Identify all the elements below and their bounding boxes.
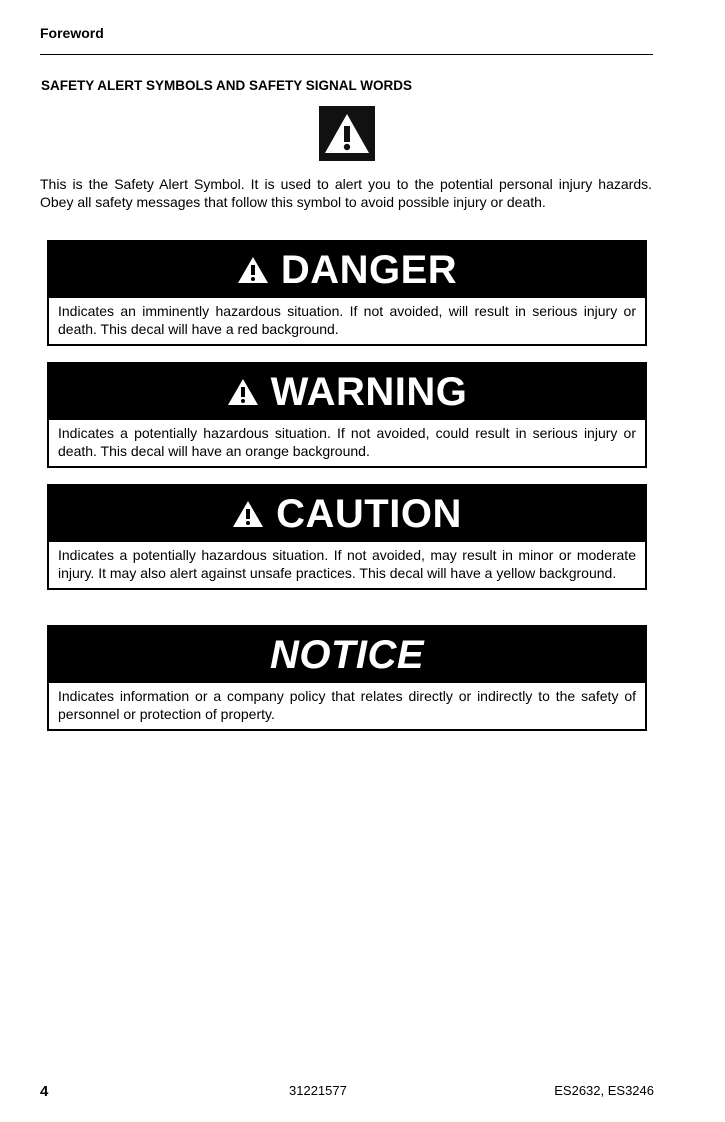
danger-header [49, 242, 645, 298]
document-number: 31221577 [289, 1083, 347, 1098]
signal-word-caution: CAUTION [276, 492, 462, 536]
warning-triangle-icon [227, 378, 259, 406]
danger-description: Indicates an imminently hazardous situation. If not avoided, will result in serious injury or death. This decal will have a red background. [58, 303, 636, 337]
caution-description: Indicates a potentially hazardous situation. If not avoided, may result in minor or moderate injury. It may also alert against unsafe practices. This decal will have a yellow background. [58, 547, 636, 581]
signal-word-notice: NOTICE [269, 633, 425, 677]
page-number: 4 [40, 1083, 49, 1100]
warning-header [49, 364, 645, 420]
warning-signal-box [47, 362, 647, 468]
model-numbers: ES2632, ES3246 [554, 1083, 654, 1098]
danger-signal-box [47, 240, 647, 346]
signal-word-danger: DANGER [280, 248, 458, 292]
safety-alert-intro: This is the Safety Alert Symbol. It is used to alert you to the potential personal injury hazards. Obey all safety messages that follow this symbol to avoid possible injury or death. [40, 176, 652, 210]
header-divider [40, 54, 653, 55]
notice-description: Indicates information or a company policy that relates directly or indirectly to the safety of personnel or protection of property. [58, 688, 636, 722]
warning-triangle-icon [237, 256, 269, 284]
caution-header [49, 486, 645, 542]
safety-alert-symbol-icon [319, 106, 375, 161]
warning-description: Indicates a potentially hazardous situation. If not avoided, could result in serious injury or death. This decal will have an orange background. [58, 425, 636, 459]
notice-signal-box [47, 625, 647, 731]
section-heading: SAFETY ALERT SYMBOLS AND SAFETY SIGNAL WORDS [41, 78, 413, 93]
caution-signal-box [47, 484, 647, 590]
signal-word-warning: WARNING [270, 370, 468, 414]
page-header-title: Foreword [40, 25, 104, 41]
notice-header [49, 627, 645, 683]
warning-triangle-icon [232, 500, 264, 528]
